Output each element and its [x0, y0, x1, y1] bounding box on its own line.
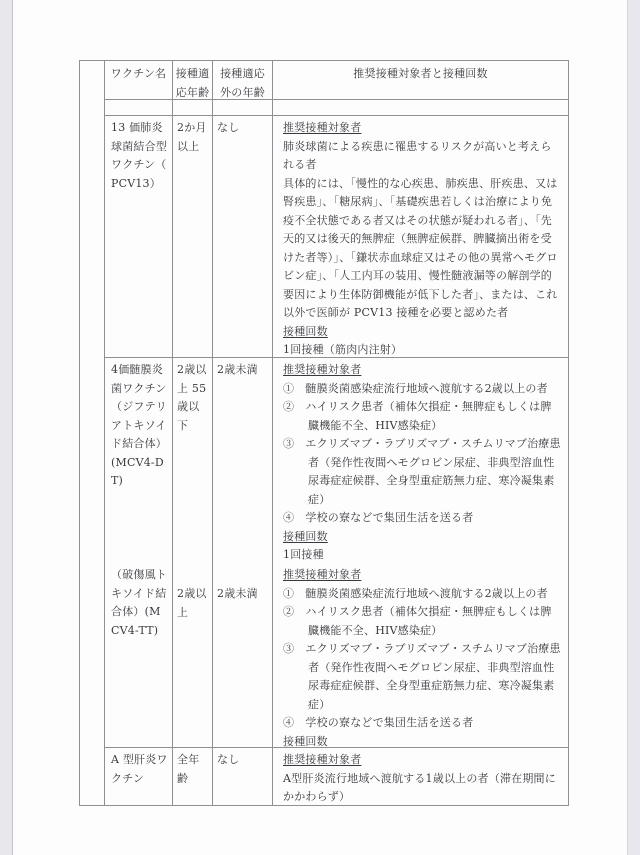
- target-item-4: ④ 学校の寮などで集団生活を送る者: [283, 511, 474, 524]
- target-item-2: ② ハイリスク患者（補体欠損症・無脾症もしくは脾臓機能不全、HIV感染症）: [283, 605, 552, 637]
- dose-count: 1回接種: [283, 548, 324, 561]
- target-heading: 推奨接種対象者: [283, 121, 362, 134]
- spacer-cell: [273, 100, 569, 116]
- pcv13-name: 13 価肺炎球菌結合型ワクチン（PCV13）: [105, 116, 173, 358]
- dose-count: 1回接種（筋肉内注射）: [283, 343, 403, 356]
- mcv4-detail-cell: [273, 358, 569, 748]
- hep-a-age-excluded: なし: [213, 748, 273, 806]
- header-age-excluded: 接種適応外の年齢: [213, 61, 273, 100]
- mcv4-tt-age: 2歳以上: [177, 587, 207, 619]
- mcv4-dt-age: 2歳以上 55歳以下: [177, 363, 207, 432]
- target-item-1: ① 髄膜炎菌感染症流行地域へ渡航する2歳以上の者: [283, 381, 548, 395]
- document-page: [12, 0, 628, 855]
- header-detail: 推奨接種対象者と接種回数: [273, 61, 569, 100]
- pcv13-detail: [273, 116, 569, 358]
- vaccine-table: [79, 60, 569, 806]
- mcv4-dt-detail: [273, 358, 568, 565]
- dose-heading: 接種回数: [283, 529, 328, 543]
- target-intro: 肺炎球菌による疾患に罹患するリスクが高いと考えられる者: [283, 139, 552, 171]
- target-item-1: ① 髄膜炎菌感染症流行地域へ渡航する2歳以上の者: [283, 586, 548, 600]
- pcv13-age-excluded: なし: [213, 116, 273, 358]
- target-item-2: ② ハイリスク患者（補体欠損症・無脾症もしくは脾臓機能不全、HIV感染症）: [283, 400, 552, 432]
- target-item-3: ③ エクリズマブ・ラブリズマブ・スチムリマブ治療患者（発作性夜間ヘモグロビン尿症、非典型溶血性尿毒症症候群、全身型重症筋無力症、寒冷凝集素症）: [283, 642, 561, 711]
- mcv4-tt-age-excluded: 2歳未満: [217, 587, 258, 600]
- dose-heading: 接種回数: [283, 324, 328, 338]
- mcv4-age-cell: [173, 358, 213, 748]
- target-item-4: ④ 学校の寮などで集団生活を送る者: [283, 716, 474, 729]
- mcv4-dt-name: 4価髄膜炎菌ワクチン（ジフテリアトキソイド結合体）(MCV4-DT): [111, 363, 167, 487]
- header-age: 接種適応年齢: [173, 61, 213, 100]
- hep-a-name: A 型肝炎ワクチン: [105, 748, 173, 806]
- pcv13-age: 2か月以上: [173, 116, 213, 358]
- spacer-cell: [213, 100, 273, 116]
- mcv4-tt-detail: [273, 563, 568, 748]
- hep-a-detail: [273, 748, 569, 806]
- mcv4-tt-name: （破傷風トキソイド結合体）(MCV4-TT): [111, 568, 167, 637]
- target-intro: A型肝炎流行地域へ渡航する1歳以上の者（滞在期間にかかわらず）: [283, 771, 556, 803]
- target-heading: 推奨接種対象者: [283, 568, 362, 581]
- mcv4-name-cell: [105, 358, 173, 748]
- target-heading: 推奨接種対象者: [283, 363, 362, 376]
- mcv4-age-excluded-cell: [213, 358, 273, 748]
- hep-a-age: 全年齢: [173, 748, 213, 806]
- mcv4-dt-age-excluded: 2歳未満: [217, 363, 258, 376]
- target-body: 具体的には、「慢性的な心疾患、肺疾患、肝疾患、又は腎疾患」、「糖尿病」、「基礎疾患若しくは治療により免疫不全状態である者又はその状態が疑われる者」、「先天的又は後天的無脾症（無脾症候群、脾臓摘出術を受けた者等）」、「鎌状赤血球症又はその他の異常ヘモグロビン症」、「人工内耳の装用、慢性髄液漏等の解剖学的要因により生体防御機能が低下した者」、または、これ以外で医師が PCV13 接種を必要と認めた者: [283, 176, 558, 319]
- target-item-3: ③ エクリズマブ・ラブリズマブ・スチムリマブ治療患者（発作性夜間ヘモグロビン尿症、非典型溶血性尿毒症症候群、全身型重症筋無力症、寒冷凝集素症）: [283, 437, 561, 506]
- dose-heading: 接種回数: [283, 734, 328, 748]
- spacer-cell: [173, 100, 213, 116]
- gutter-column: [80, 61, 105, 806]
- target-heading: 推奨接種対象者: [283, 753, 362, 766]
- header-vaccine-name: ワクチン名: [105, 61, 173, 100]
- spacer-cell: [105, 100, 173, 116]
